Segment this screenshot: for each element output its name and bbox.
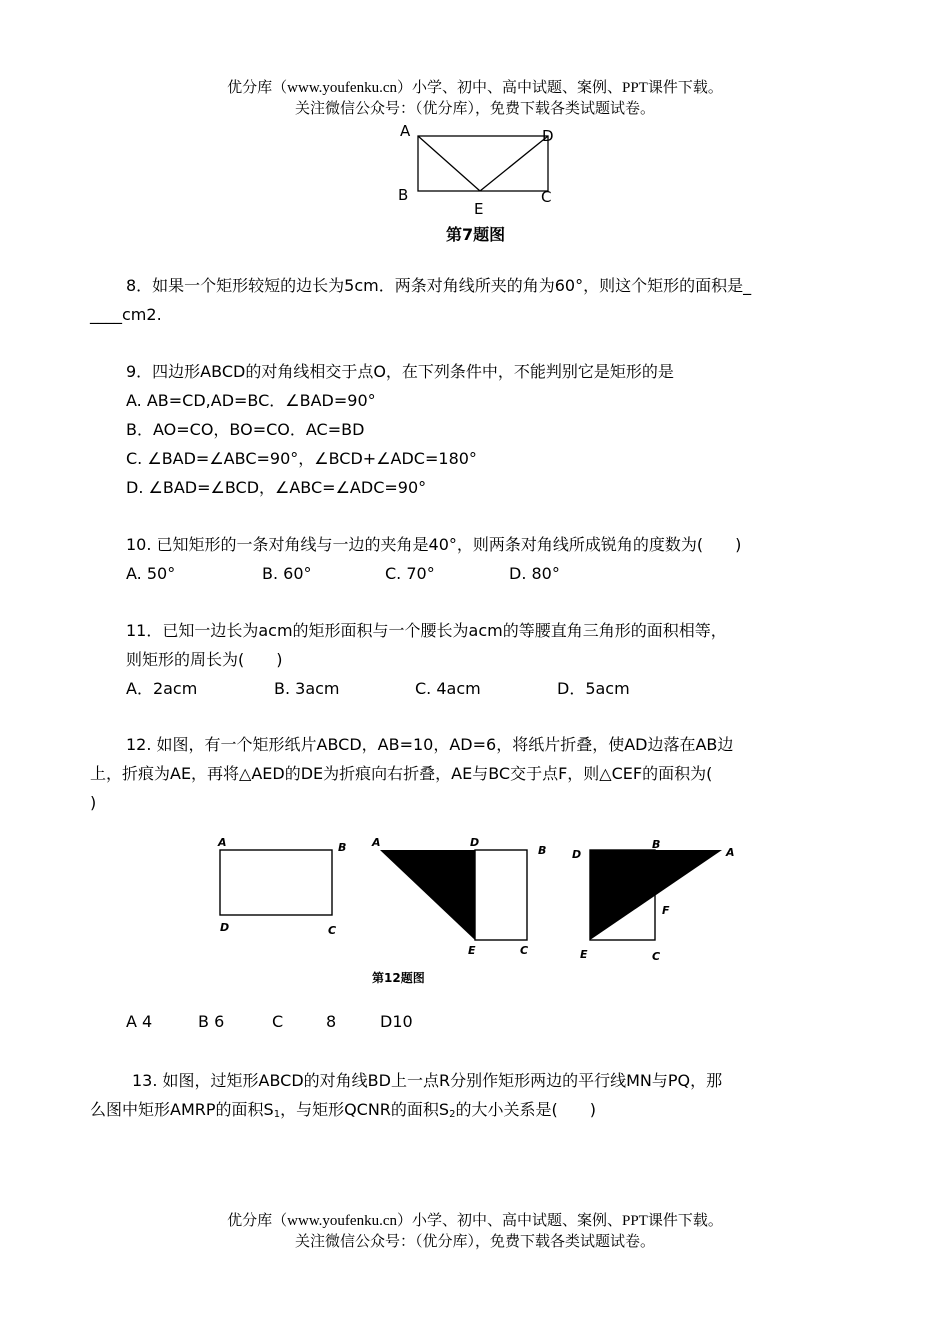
q13-line-2-part-a: 么图中矩形AMRP的面积S: [90, 1100, 274, 1119]
footer-line-1: 优分库（www.youfenku.cn）小学、初中、高中试题、案例、PPT课件下载。: [227, 1213, 723, 1229]
fig12-mid-label-b: B: [538, 844, 547, 857]
fig12-right-label-c: C: [652, 950, 661, 963]
fig12-left-label-a: A: [218, 836, 227, 849]
fig12-left-rectangle: [220, 850, 332, 915]
fig7-label-e: E: [474, 200, 484, 218]
q13-line-2-part-b: ，与矩形QCNR的面积S: [280, 1100, 450, 1119]
fig12-mid-triangle: [380, 850, 475, 940]
figure-7: [390, 118, 570, 248]
fig12-left-label-c: C: [328, 924, 337, 937]
q11-line-2: 则矩形的周长为( ): [126, 650, 283, 669]
fig12-right-label-a: A: [726, 846, 735, 859]
fig7-label-b: B: [398, 186, 409, 204]
q10-option-a: A. 50°: [126, 564, 176, 583]
fig12-right-label-b: B: [652, 838, 661, 851]
fig12-panel-right: [572, 838, 735, 963]
fig12-mid-label-e: E: [468, 944, 476, 957]
fig12-caption: 第12题图: [372, 971, 425, 985]
q12-option-c: C: [272, 1012, 284, 1031]
q12-option-c-value: 8: [326, 1012, 337, 1031]
q10-option-b: B. 60°: [262, 564, 312, 583]
q12-line-1: 12. 如图，有一个矩形纸片ABCD，AB=10，AD=6，将纸片折叠，使AD边落在AB边: [126, 735, 734, 754]
q13-subscript-2: 2: [449, 1109, 456, 1120]
q9-stem: 9．四边形ABCD的对角线相交于点O，在下列条件中，不能判别它是矩形的是: [126, 362, 674, 381]
fig12-right-label-f: F: [662, 904, 670, 917]
fig12-left-label-b: B: [338, 841, 347, 854]
fig12-mid-rectangle: [475, 850, 527, 940]
header-line-1: 优分库（www.youfenku.cn）小学、初中、高中试题、案例、PPT课件下载。: [227, 80, 723, 96]
q11-option-d: D．5acm: [557, 679, 630, 698]
q10-option-d: D. 80°: [509, 564, 560, 583]
q11-option-c: C. 4acm: [415, 679, 481, 698]
q13-line-1: 13. 如图，过矩形ABCD的对角线BD上一点R分别作矩形两边的平行线MN与PQ，那: [132, 1071, 723, 1090]
header-line-2: 关注微信公众号：（优分库），免费下载各类试题试卷。: [294, 101, 655, 117]
fig12-right-triangle: [590, 850, 722, 940]
fig12-mid-label-a: A: [372, 836, 381, 849]
q12-option-d: D10: [380, 1012, 413, 1031]
fig12-right-label-e: E: [580, 948, 588, 961]
q12-line-3: ): [90, 793, 97, 812]
fig12-left-label-d: D: [220, 921, 230, 934]
fig7-label-c: C: [541, 188, 552, 206]
q13-line-2: [90, 1100, 596, 1125]
q12-option-b: B 6: [198, 1012, 225, 1031]
fig7-rectangle: [418, 136, 548, 191]
q13-subscript-1: 1: [273, 1109, 281, 1120]
q10-option-c: C. 70°: [385, 564, 435, 583]
fig12-panel-left: [217, 836, 346, 937]
fig7-label-d: D: [542, 127, 554, 145]
q11-line-1: 11．已知一边长为acm的矩形面积与一个腰长为acm的等腰直角三角形的面积相等，: [126, 621, 727, 640]
figure-12: [200, 822, 760, 992]
q9-option-c: C. ∠BAD=∠ABC=90°，∠BCD+∠ADC=180°: [126, 449, 477, 468]
q12-line-2: 上，折痕为AE，再将△AED的DE为折痕向右折叠，AE与BC交于点F，则△CEF的面积为(: [90, 764, 713, 783]
q11-option-a: A．2acm: [126, 679, 198, 698]
fig12-right-label-d: D: [572, 848, 582, 861]
fig7-line-de: [480, 136, 548, 191]
q9-option-a: A. AB=CD,AD=BC．∠BAD=90°: [126, 391, 376, 410]
q13-line-2-part-c: 的大小关系是( ): [455, 1100, 596, 1119]
fig7-caption: 第7题图: [446, 225, 506, 244]
footer-line-2: 关注微信公众号：（优分库），免费下载各类试题试卷。: [294, 1234, 655, 1250]
fig12-mid-label-c: C: [520, 944, 529, 957]
q11-option-b: B. 3acm: [274, 679, 340, 698]
q8-line-2: ____cm2.: [90, 305, 162, 324]
q12-option-a: A 4: [126, 1012, 153, 1031]
q8-line-1: 8．如果一个矩形较短的边长为5cm．两条对角线所夹的角为60°，则这个矩形的面积是_: [126, 276, 752, 295]
fig12-mid-label-d: D: [470, 836, 480, 849]
q9-option-b: B．AO=CO，BO=CO．AC=BD: [126, 420, 365, 439]
fig7-label-a: A: [400, 122, 411, 140]
fig12-panel-middle: [371, 836, 546, 957]
fig7-line-ae: [418, 136, 480, 191]
q9-option-d: D. ∠BAD=∠BCD，∠ABC=∠ADC=90°: [126, 478, 427, 497]
q10-stem: 10. 已知矩形的一条对角线与一边的夹角是40°，则两条对角线所成锐角的度数为( ): [126, 535, 742, 554]
